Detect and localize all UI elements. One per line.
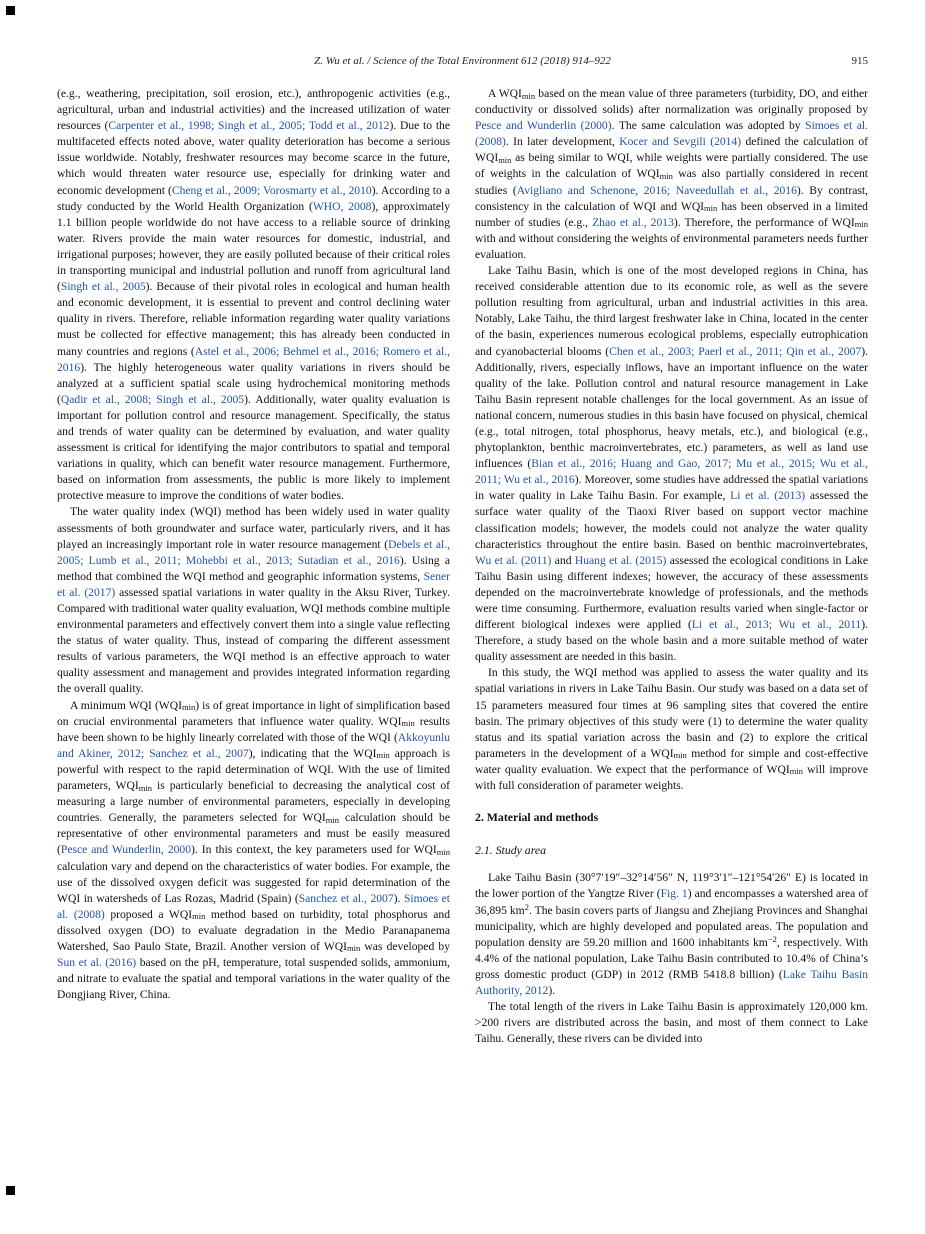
text-run: . The same calculation was adopted by [611,119,806,133]
text-run: 2.1. Study area [475,843,546,858]
citation-link[interactable]: Bian et al., 2016; Huang and Gao, 2017; Mu et al., 2015; Wu et al., 2011; Wu et al., 2016 [475,457,869,487]
citation-link[interactable]: Avigliano and Schenone, 2016; Naveedullah et al., 2016 [516,183,797,197]
citation-link[interactable]: Pesce and Wunderlin (2000) [475,119,612,133]
text-run: Lake Taihu Basin (30°7′19″–32°14′56″ N, 119°3′1″–121°54′26″ E) is located in the lower portion of the Yangtze River ( [475,871,868,901]
citation-link[interactable]: Chen et al., 2003; Paerl et al., 2011; Qin et al., 2007 [609,344,862,358]
subscript-text: min [659,170,673,181]
paragraph [475,870,868,999]
subscript-text: min [347,943,361,954]
paragraph [57,698,450,1004]
text-run: ). Due to the multifaceted effects noted above, water quality deterioration has become a serious issue worldwide. Notably, freshwater resources may become scarce in the future, which would threaten water resource use, especially for drinking water and economic development ( [57,119,450,197]
text-run: ). Therefore, the performance of WQI [673,215,855,229]
right-column [475,86,868,1047]
text-run: proposed a WQI [104,907,193,921]
subscript-text: min [673,750,687,761]
subscript-text: min [854,219,868,230]
subscript-text: min [498,154,512,165]
text-run: defined the calculation of WQI [475,135,868,165]
running-head [57,55,868,67]
citation-link[interactable]: Carpenter et al., 1998; Singh et al., 2005; Todd et al., 2012 [108,119,390,133]
text-run: ). [393,891,404,905]
subscript-text: min [192,911,206,922]
text-run: results have been shown to be highly linearly correlated with those of the WQI ( [57,714,450,744]
citation-link[interactable]: Akkoyunlu and Akiner, 2012; Sanchez et al., 2007 [57,730,450,760]
citation-link[interactable]: Simoes et al. (2008) [57,891,450,921]
superscript-text: −2 [767,933,777,944]
text-run: ). Additionally, rivers, especially inflows, have an important influence on the water quality of the lake. Pollution control and natural resource management in Lake Taihu Basin represent notable challenges for the local government. As an issue of national concern, numerous studies in this basin have focused on physical, chemical (e.g., total nitrogen, total phosphorus, heavy metals, etc.), and biological (e.g., phytoplankton, benthic macroinvertebrates, etc.) parameters, as well as land use influences ( [475,344,868,471]
paragraph [475,999,868,1047]
citation-link[interactable]: Wu et al. (2011) [475,553,552,567]
left-column [57,86,450,1047]
text-run: with and without considering the weights of environmental parameters needs further evaluation. [475,231,868,261]
text-run: The total length of the rivers in Lake Taihu Basin is approximately 120,000 km. >200 rivers are distributed across the basin, and most of them connect to Lake Taihu. Generally, these rivers can be divided into [475,1000,868,1046]
text-run: and [551,553,575,567]
subscript-text: min [521,90,536,101]
text-run: ). According to a study conducted by the World Health Organization ( [57,183,450,213]
page-number: 915 [851,55,868,67]
text-run: method based on turbidity, total phosphorus and dissolved oxygen (DO) to evaluate degradation in the Medio Paranapanema Watershed, Sao Paulo State, Brazil. Another version of WQI [57,907,450,953]
text-run: A WQI [488,87,522,100]
text-run: ). Using a method that combined the WQI method and geographic information systems, [57,553,450,583]
text-run: ). In this context, the key parameters used for WQI [191,843,437,857]
text-run: 2. Material and methods [475,810,599,825]
subscript-text: min [181,702,196,713]
text-run: method for simple and cost-effective water quality evaluation. We expect that the performance of WQI [475,746,869,776]
text-run: ) and encompasses a watershed area of 36,895 km [475,887,868,917]
citation-link[interactable]: Sanchez et al., 2007 [298,891,394,905]
subscript-text: min [436,846,450,857]
citation-link[interactable]: Astel et al., 2006; Behmel et al., 2016; Romero et al., 2016 [57,344,450,374]
subscript-text: min [138,782,152,793]
text-run: The water quality index (WQI) method has been widely used in water quality assessments of both groundwater and surface water, particularly rivers, and it has played an increasingly important role in water resource management ( [57,505,450,551]
text-run: ). By contrast, consistency in the calculation of WQI and WQI [475,183,868,213]
corner-registration-mark-top [6,6,15,15]
corner-registration-mark-bottom [6,1186,15,1195]
text-run: In this study, the WQI method was applied to assess the water quality and its spatial variations in rivers in Lake Taihu Basin. Our study was based on a data set of 15 parameters measured four times at 96 sampling sites that covered the entire basin. The primary objectives of this study were (1) to determine the water quality status and its spatial variation across the basin and (2) to explore the critical parameters in the development of a WQI [475,666,868,760]
section-heading [475,809,868,825]
journal-citation-line: Z. Wu et al. / Science of the Total Environment 612 (2018) 914–922 [314,55,611,67]
text-run: assessed spatial variations in water quality in the Aksu River, Turkey. Compared with traditional water quality evaluation, WQI methods combine multiple environmental parameters and effectively convert them into a single value reflecting the status of water quality. Thus, instead of comparing the different assessment results of various parameters, the WQI method is an effective approach to water quality assessment and management and provides integrated information regarding the overall quality. [57,585,450,696]
subscript-text: min [789,766,803,777]
subscript-text: min [704,203,718,214]
text-run: ), indicating that the WQI [248,746,377,760]
citation-link[interactable]: Sun et al. (2016) [57,956,137,970]
text-run: calculation vary and depend on the characteristics of water bodies. For example, the use of the dissolved oxygen deficit was suggested for rapid determination of the WQI in watersheds of Las Rozas, Madrid (Spain) ( [57,859,450,905]
text-run: based on the pH, temperature, total suspended solids, ammonium, and nitrate to evaluate the spatial and temporal variations in the water quality of the Dongjiang River, China. [57,956,451,1002]
citation-link[interactable]: Singh et al., 2005 [60,280,146,294]
paragraph [57,504,450,697]
citation-link[interactable]: Simoes et al. (2008) [475,119,868,149]
subscript-text: min [376,750,390,761]
citation-link[interactable]: Debels et al., 2005; Lumb et al., 2011; Mohebbi et al., 2013; Sutadian et al., 2016 [57,537,450,567]
text-run: ) is of great importance in light of simplification based on crucial environmental parameters that influence water quality. WQI [57,698,450,728]
text-run: assessed the surface water quality of the Tiaoxi River based on support vector machine classification models; however, the models could not analyze the water quality characteristics throughout the entire basin. Based on benthic macroinvertebrates, [475,489,869,551]
text-run: ). Additionally, water quality evaluation is important for pollution control and resource management. Specifically, the status and trends of water quality can be determined by evaluation, and water quality assessment is critical for identifying the major contributors to spatial and temporal variations in quality, which can benefit water resource management. Furthermore, based on information from assessments, the public is more likely to implement protective measure to improve the conditions of water bodies. [57,392,450,503]
citation-link[interactable]: Sener et al. (2017) [57,569,450,599]
text-run: calculation should be representative of other environmental parameters and must be easily measured ( [57,811,450,857]
article-body [57,86,868,1047]
text-run: . In later development, [505,135,620,149]
citation-link[interactable]: Li et al. (2013) [730,489,806,503]
text-run: ). The highly heterogeneous water quality variations in rivers should be analyzed at a sufficient spatial scale using hydrochemical monitoring methods ( [57,360,450,406]
text-run: ). Because of their pivotal roles in ecological and human health and economic development, it is essential to prevent and control declining water quality in rivers. Therefore, reliable information regarding water quality variations must be collected for effective management; this has already been conducted in many countries and regions ( [57,280,450,358]
citation-link[interactable]: Huang et al. (2015) [574,553,667,567]
subsection-heading [475,842,868,858]
citation-link[interactable]: Fig. 1 [660,887,688,901]
subscript-text: min [325,814,339,825]
subscript-text: min [401,718,415,729]
text-run: (e.g., weathering, precipitation, soil erosion, etc.), anthropogenic activities (e.g., agricultural, urban and industrial activities) and the increased utilization of water resources ( [57,87,450,133]
citation-link[interactable]: WHO, 2008 [312,199,372,213]
text-run: ). [548,983,556,997]
text-run: ), approximately 1.1 billion people worldwide do not have access to a reliable source of drinking water. Rivers provide the main water resources for domestic, industrial, and irrigational purposes; however, they are easily polluted because of their critical roles in transporting municipal and industrial pollution and runoff from agricultural land ( [57,199,450,294]
text-run: ). Moreover, some studies have addressed the spatial variations in water quality in Lake Taihu Basin. For example, [475,473,868,503]
text-run: Lake Taihu Basin, which is one of the most developed regions in China, has received considerable attention due to its economic role, as well as the severe pollution resulting from agricultural, urban and industrial activities in this area. Notably, Lake Taihu, the third largest freshwater lake in China, located in the center of the basin, experiences numerous ecological problems, especially eutrophication and cyanobacterial blooms ( [475,264,868,358]
superscript-text: 2 [524,901,529,912]
text-run: as being similar to WQI, while weights were partially considered. The use of weights in the calculation of WQI [475,151,868,181]
text-run: assessed the ecological conditions in Lake Taihu Basin using different indexes; however, the accuracy of these assessments depended on the macroinvertebrate knowledge of professionals, and the methods were time consuming. Furthermore, evaluation results varied when single-factor or different biological indexes were applied ( [475,553,868,632]
citation-link[interactable]: Li et al., 2013; Wu et al., 2011 [691,618,862,632]
text-run: A minimum WQI (WQI [70,698,182,712]
citation-link[interactable]: Qadir et al., 2008; Singh et al., 2005 [60,392,245,406]
text-run: was also partially considered in recent studies ( [475,167,869,197]
text-run: will improve with full consideration of parameter weights. [475,762,868,793]
text-run: has been observed in a limited number of studies (e.g., [475,199,868,229]
text-run: based on the mean value of three parameters (turbidity, DO, and either conductivity or dissolved solids) after normalization was originally proposed by [475,87,869,117]
text-run: ). Therefore, a study based on the whole basin and a more suitable method of water quality assessment are needed in this basin. [475,618,868,664]
text-run: is particularly beneficial to decreasing the analytical cost of measuring a large number of environmental parameters, especially in developing countries. Generally, the parameters selected for WQI [57,779,450,825]
citation-link[interactable]: Cheng et al., 2009; Vorosmarty et al., 2010 [171,183,372,197]
citation-link[interactable]: Zhao et al., 2013 [592,215,674,229]
citation-link[interactable]: Lake Taihu Basin Authority, 2012 [475,967,868,997]
citation-link[interactable]: Pesce and Wunderlin, 2000 [60,843,192,857]
paragraph [475,86,868,263]
paragraph [57,86,450,504]
citation-link[interactable]: Kocer and Sevgili (2014) [619,135,742,149]
text-run: approach is powerful with respect to the rapid determination of WQI. With the use of limited parameters, WQI [57,746,450,793]
text-run: . The basin covers parts of Jiangsu and Zhejiang Provinces and Shanghai municipality, which are highly developed and populated areas. The population and population density are 59.20 million and 1600 inhabitants km [475,903,868,949]
paragraph [475,263,868,665]
text-run: was developed by [360,939,450,953]
text-run: , respectively. With 4.4% of the national population, Lake Taihu Basin contributed to 10.4% of China’s gross domestic product (GDP) in 2012 (RMB 5418.8 billion) ( [475,935,868,981]
paragraph [475,665,868,794]
